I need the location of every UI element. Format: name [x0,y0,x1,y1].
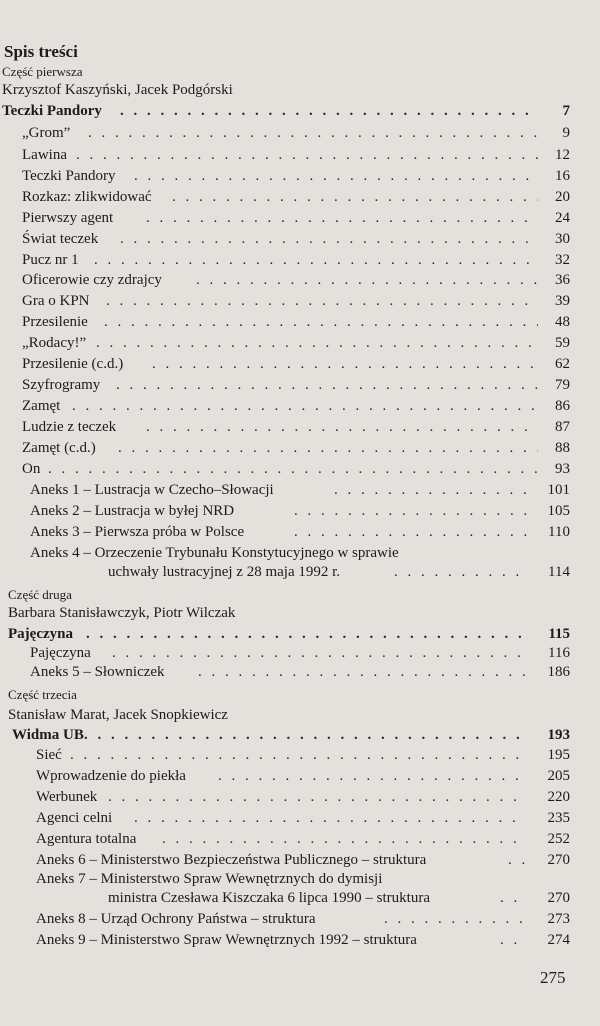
toc-entry: Aneks 3 – Pierwsza próba w Polsce . . . 110 [0,522,600,542]
toc-entry-continuation: ministra Czesława Kiszczaka 6 lipca 1990 – struktura . . . 270 [0,888,600,908]
toc-entry: „Rodacy!” . . . 59 [0,333,600,353]
toc-entry: Świat teczek . . . 30 [0,229,600,249]
part-label: Część trzecia [8,687,77,702]
toc-entry: Ludzie z teczek . . . 87 [0,417,600,437]
part-authors: Barbara Stanisławczyk, Piotr Wilczak [8,605,236,621]
toc-entry: Aneks 9 – Ministerstwo Spraw Wewnętrznych 1992 – struktura . . . 274 [0,930,600,950]
part-main-entry: Teczki Pandory . . . 7 [0,101,600,121]
toc-entry: Zamęt (c.d.) . . . 88 [0,438,600,458]
part-main-entry: Widma UB . . . 193 [0,725,600,745]
toc-entry: Przesilenie (c.d.) . . . 62 [0,354,600,374]
toc-entry: Pajęczyna . . . 116 [0,643,600,663]
page-number: 275 [540,968,566,987]
toc-entry: „Grom” . . . 9 [0,123,600,143]
toc-entry: Aneks 5 – Słowniczek . . . 186 [0,662,600,682]
toc-entry: Aneks 2 – Lustracja w byłej NRD . . . 105 [0,501,600,521]
toc-entry-continuation: uchwały lustracyjnej z 28 maja 1992 r. . . . 114 [0,562,600,582]
toc-entry-multiline: Aneks 4 – Orzeczenie Trybunału Konstytucyjnego w sprawie [30,545,399,561]
part-authors: Stanisław Marat, Jacek Snopkiewicz [8,707,228,723]
toc-entry: Oficerowie czy zdrajcy . . . 36 [0,270,600,290]
toc-entry: Aneks 8 – Urząd Ochrony Państwa – struktura . . . 273 [0,909,600,929]
toc-heading: Spis treści [4,42,78,61]
toc-entry: Aneks 1 – Lustracja w Czecho–Słowacji . . . 101 [0,480,600,500]
toc-entry: Werbunek . . . 220 [0,787,600,807]
toc-entry: Lawina . . . 12 [0,145,600,165]
toc-entry: Zamęt . . . 86 [0,396,600,416]
toc-entry: Gra o KPN . . . 39 [0,291,600,311]
part-main-entry: Pajęczyna . . . 115 [0,624,600,644]
toc-entry: Szyfrogramy . . . 79 [0,375,600,395]
toc-entry: Teczki Pandory . . . 16 [0,166,600,186]
toc-entry: Przesilenie . . . 48 [0,312,600,332]
toc-entry-multiline: Aneks 7 – Ministerstwo Spraw Wewnętrznych do dymisji [36,871,383,887]
toc-entry: Agentura totalna . . . 252 [0,829,600,849]
part-label: Część pierwsza [2,64,83,79]
toc-entry: Rozkaz: zlikwidować . . . 20 [0,187,600,207]
toc-entry: Pucz nr 1 . . . 32 [0,250,600,270]
part-authors: Krzysztof Kaszyński, Jacek Podgórski [2,82,233,98]
toc-entry: Aneks 6 – Ministerstwo Bezpieczeństwa Publicznego – struktura . . . 270 [0,850,600,870]
toc-entry: Agenci celni . . . 235 [0,808,600,828]
toc-entry: Sieć . . . 195 [0,745,600,765]
toc-entry: Wprowadzenie do piekła . . . 205 [0,766,600,786]
part-label: Część druga [8,587,72,602]
toc-entry: Pierwszy agent . . . 24 [0,208,600,228]
toc-entry: On . . . 93 [0,459,600,479]
